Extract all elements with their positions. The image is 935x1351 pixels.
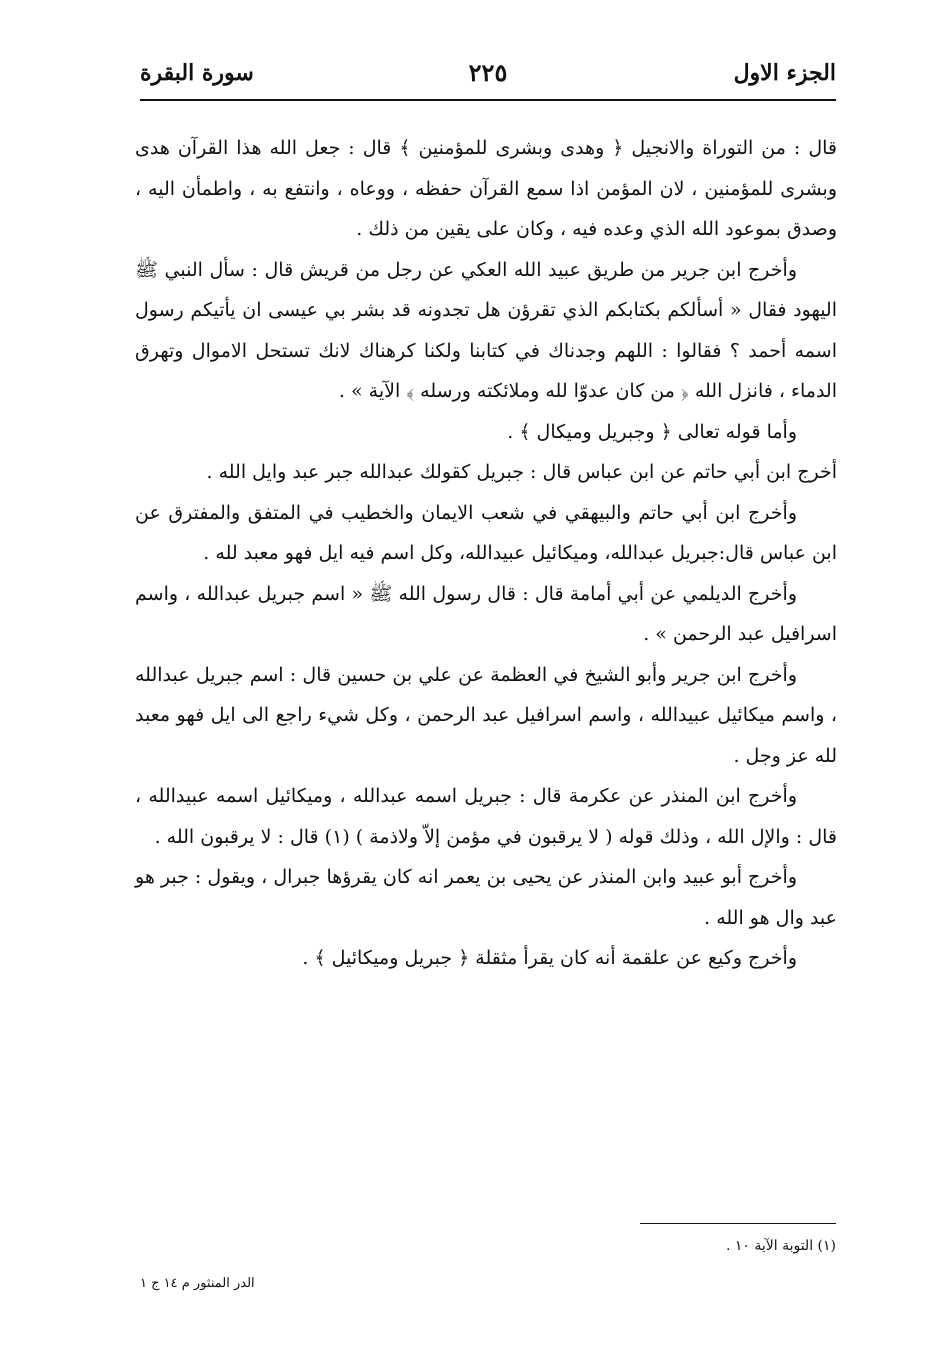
paragraph-1: قال : من التوراة والانجيل ﴿ وهدى وبشرى للمؤمنين ﴾ قال : جعل الله هذا القرآن هدى وبشرى للمؤمنين ، لان المؤمن اذا سمع القرآن حفظه ، ووعاه ، وانتفع به ، واطمأن اليه ، وصدق بموعود الله الذي وعده فيه ، وكان على يقين من ذلك . — [135, 137, 837, 240]
paragraph-7: وأخرج ابن جرير وأبو الشيخ في العظمة عن علي بن حسين قال : اسم جبريل عبدالله ، واسم ميكائيل عبيدالله ، واسم اسرافيل عبد الرحمن ، وكل شيء راجع الى ايل فهو معبد لله عز وجل . — [135, 663, 837, 767]
footnote: (١) التوبة الآية ١٠ . — [725, 1238, 836, 1254]
paragraph-10: وأخرج وكيع عن علقمة أنه كان يقرأ مثقلة ﴿ جبريل وميكائيل ﴾ . — [302, 947, 797, 969]
printer-signature: الدر المنثور م ١٤ ج ١ — [140, 1276, 255, 1291]
paragraph-5: وأخرج ابن أبي حاتم والبيهقي في شعب الايمان والخطيب في المتفق والمفترق عن ابن عباس قال:جبريل عبدالله، وميكائيل عبيدالله، وكل اسم فيه ايل فهو معبد لله . — [135, 501, 837, 564]
page-number: ٢٢٥ — [468, 58, 508, 87]
paragraph-3: وأما قوله تعالى ﴿ وجبريل وميكال ﴾ . — [507, 420, 797, 443]
running-head — [140, 55, 836, 95]
paragraph-6: وأخرج الديلمي عن أبي أمامة قال : قال رسول الله ﷺ « اسم جبريل عبدالله ، واسم اسرافيل عبد الرحمن » . — [135, 582, 837, 645]
paragraph-2: وأخرج ابن جرير من طريق عبيد الله العكي عن رجل من قريش قال : سأل النبي ﷺ اليهود فقال « أسألكم بكتابكم الذي تقرؤن هل تجدونه قد بشر بي عيسى ان يأتيكم رسول اسمه أحمد ؟ فقالوا : اللهم وجدناك في كتابنا ولكنا كرهناك لانك تستحل الاموال وتهرق الدماء ، فانزل الله ﴿ من كان عدوّا لله وملائكته ورسله ﴾ الآية » . — [135, 258, 837, 402]
paragraph-4: أخرج ابن أبي حاتم عن ابن عباس قال : جبريل كقولك عبدالله جبر عبد وايل الله . — [206, 461, 837, 483]
main-text — [135, 128, 837, 979]
footnote-rule — [640, 1223, 836, 1224]
surah-title: سورة البقرة — [140, 60, 254, 86]
paragraph-8: وأخرج ابن المنذر عن عكرمة قال : جبريل اسمه عبدالله ، وميكائيل اسمه عبيدالله ، قال : والإل الله ، وذلك قوله ( لا يرقبون في مؤمن إلاّ ولاذمة ) (١) قال : لا يرقبون الله . — [135, 785, 837, 848]
volume-label: الجزء الاول — [733, 60, 836, 86]
header-rule — [140, 99, 836, 101]
paragraph-9: وأخرج أبو عبيد وابن المنذر عن يحيى بن يعمر انه كان يقرؤها جبرال ، ويقول : جبر هو عبد وال هو الله . — [135, 866, 837, 929]
